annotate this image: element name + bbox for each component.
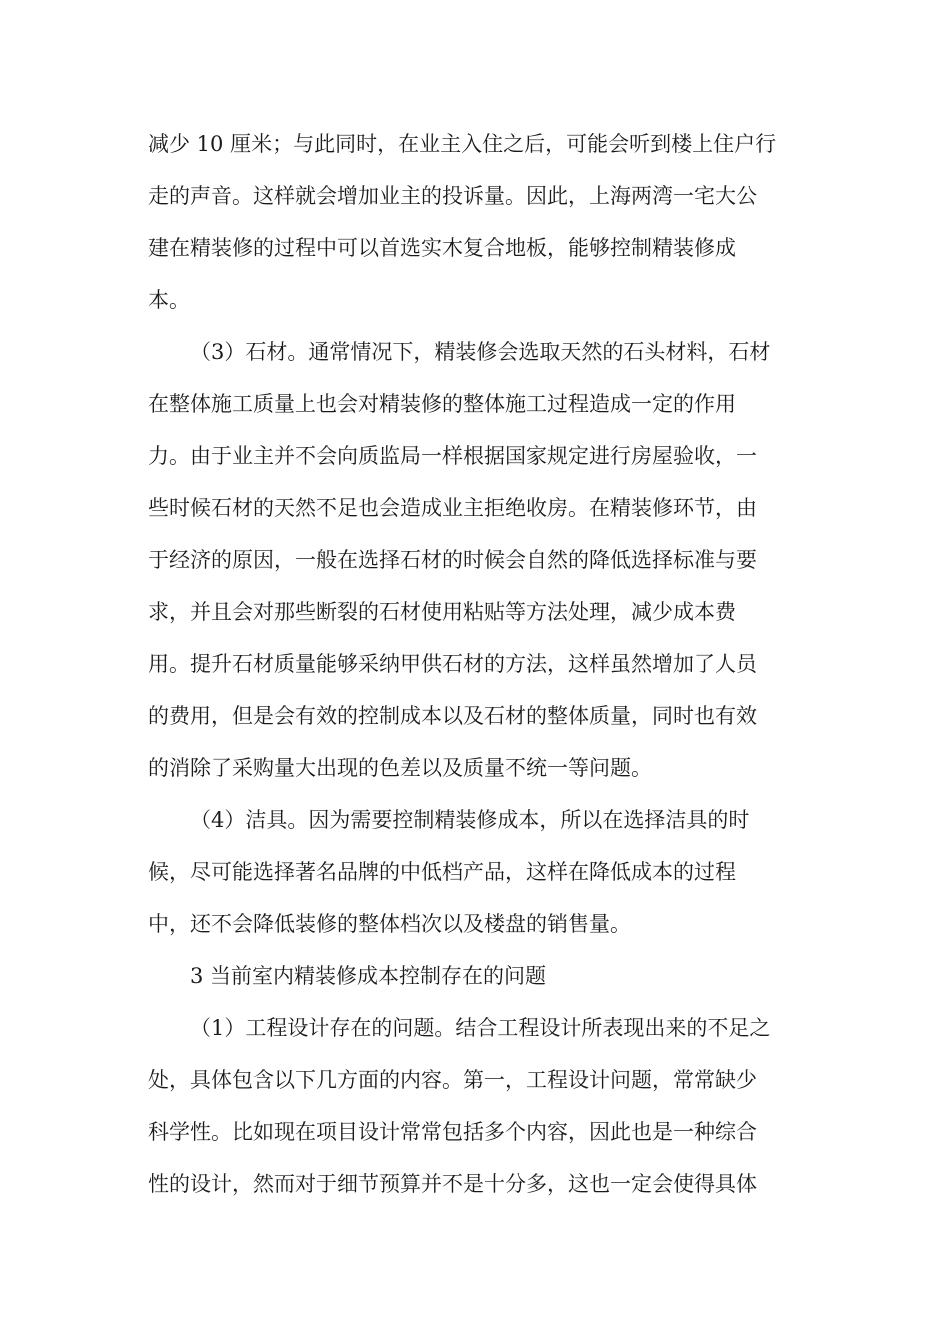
text-line: 力。由于业主并不会向质监局一样根据国家规定进行房屋验收，一 [148,444,757,468]
text-line: 减少 10 厘米；与此同时，在业主入住之后，可能会听到楼上住户行 [148,132,777,156]
text-line: 本。 [148,288,190,312]
text-line: 建在精装修的过程中可以首选实木复合地板，能够控制精装修成 [148,236,736,260]
text-line: 候，尽可能选择著名品牌的中低档产品，这样在降低成本的过程 [148,860,736,884]
text-line: 科学性。比如现在项目设计常常包括多个内容，因此也是一种综合 [148,1120,757,1144]
text-line: 走的声音。这样就会增加业主的投诉量。因此，上海两湾一宅大公 [148,184,757,208]
section-heading: 3 当前室内精装修成本控制存在的问题 [190,964,547,988]
text-line: 些时候石材的天然不足也会造成业主拒绝收房。在精装修环节，由 [148,496,757,520]
text-line: 中，还不会降低装修的整体档次以及楼盘的销售量。 [148,912,631,936]
text-line: 用。提升石材质量能够采纳甲供石材的方法，这样虽然增加了人员 [148,652,757,676]
text-line: （4）洁具。因为需要控制精装修成本，所以在选择洁具的时 [190,808,750,832]
body-text [148,118,808,1210]
text-line: 求，并且会对那些断裂的石材使用粘贴等方法处理，减少成本费 [148,600,736,624]
text-line: 的消除了采购量大出现的色差以及质量不统一等问题。 [148,756,652,780]
text-line: 在整体施工质量上也会对精装修的整体施工过程造成一定的作用 [148,392,736,416]
text-line: 于经济的原因，一般在选择石材的时候会自然的降低选择标准与要 [148,548,757,572]
text-line: 处，具体包含以下几方面的内容。第一，工程设计问题，常常缺少 [148,1068,757,1092]
text-line: 性的设计，然而对于细节预算并不是十分多，这也一定会使得具体 [148,1172,757,1196]
text-line: （1）工程设计存在的问题。结合工程设计所表现出来的不足之 [190,1016,771,1040]
text-line: （3）石材。通常情况下，精装修会选取天然的石头材料，石材 [190,340,771,364]
text-line: 的费用，但是会有效的控制成本以及石材的整体质量，同时也有效 [148,704,757,728]
